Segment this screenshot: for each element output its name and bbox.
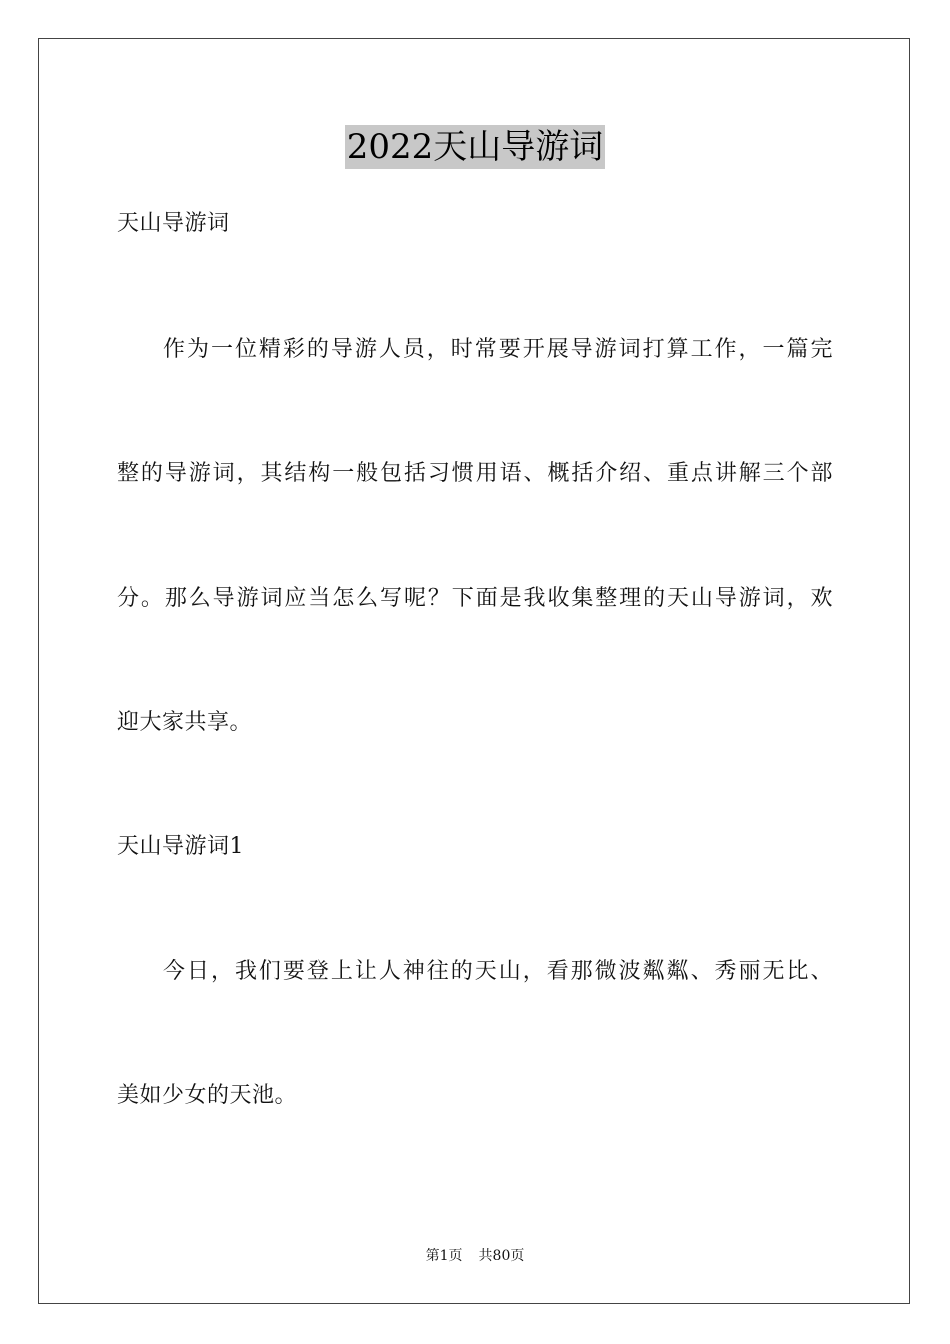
paragraph-line: 迎大家共享。 (117, 710, 253, 735)
page-footer (0, 1246, 950, 1266)
section-heading: 天山导游词1 (117, 834, 244, 859)
subtitle-heading: 天山导游词 (117, 211, 230, 236)
paragraph-line: 今日，我们要登上让人神往的天山，看那微波粼粼、秀丽无比、 (163, 959, 833, 984)
document-title: 2022天山导游词 (346, 127, 604, 167)
paragraph-line: 分。那么导游词应当怎么写呢？下面是我收集整理的天山导游词，欢 (117, 586, 833, 611)
paragraph-line: 整的导游词，其结构一般包括习惯用语、概括介绍、重点讲解三个部 (117, 461, 833, 486)
title-container (0, 125, 950, 169)
paragraph-line: 美如少女的天池。 (117, 1083, 298, 1108)
total-pages: 共80页 (478, 1248, 525, 1264)
paragraph-line: 作为一位精彩的导游人员，时常要开展导游词打算工作，一篇完 (163, 337, 833, 362)
page-number: 第1页 (425, 1248, 463, 1264)
